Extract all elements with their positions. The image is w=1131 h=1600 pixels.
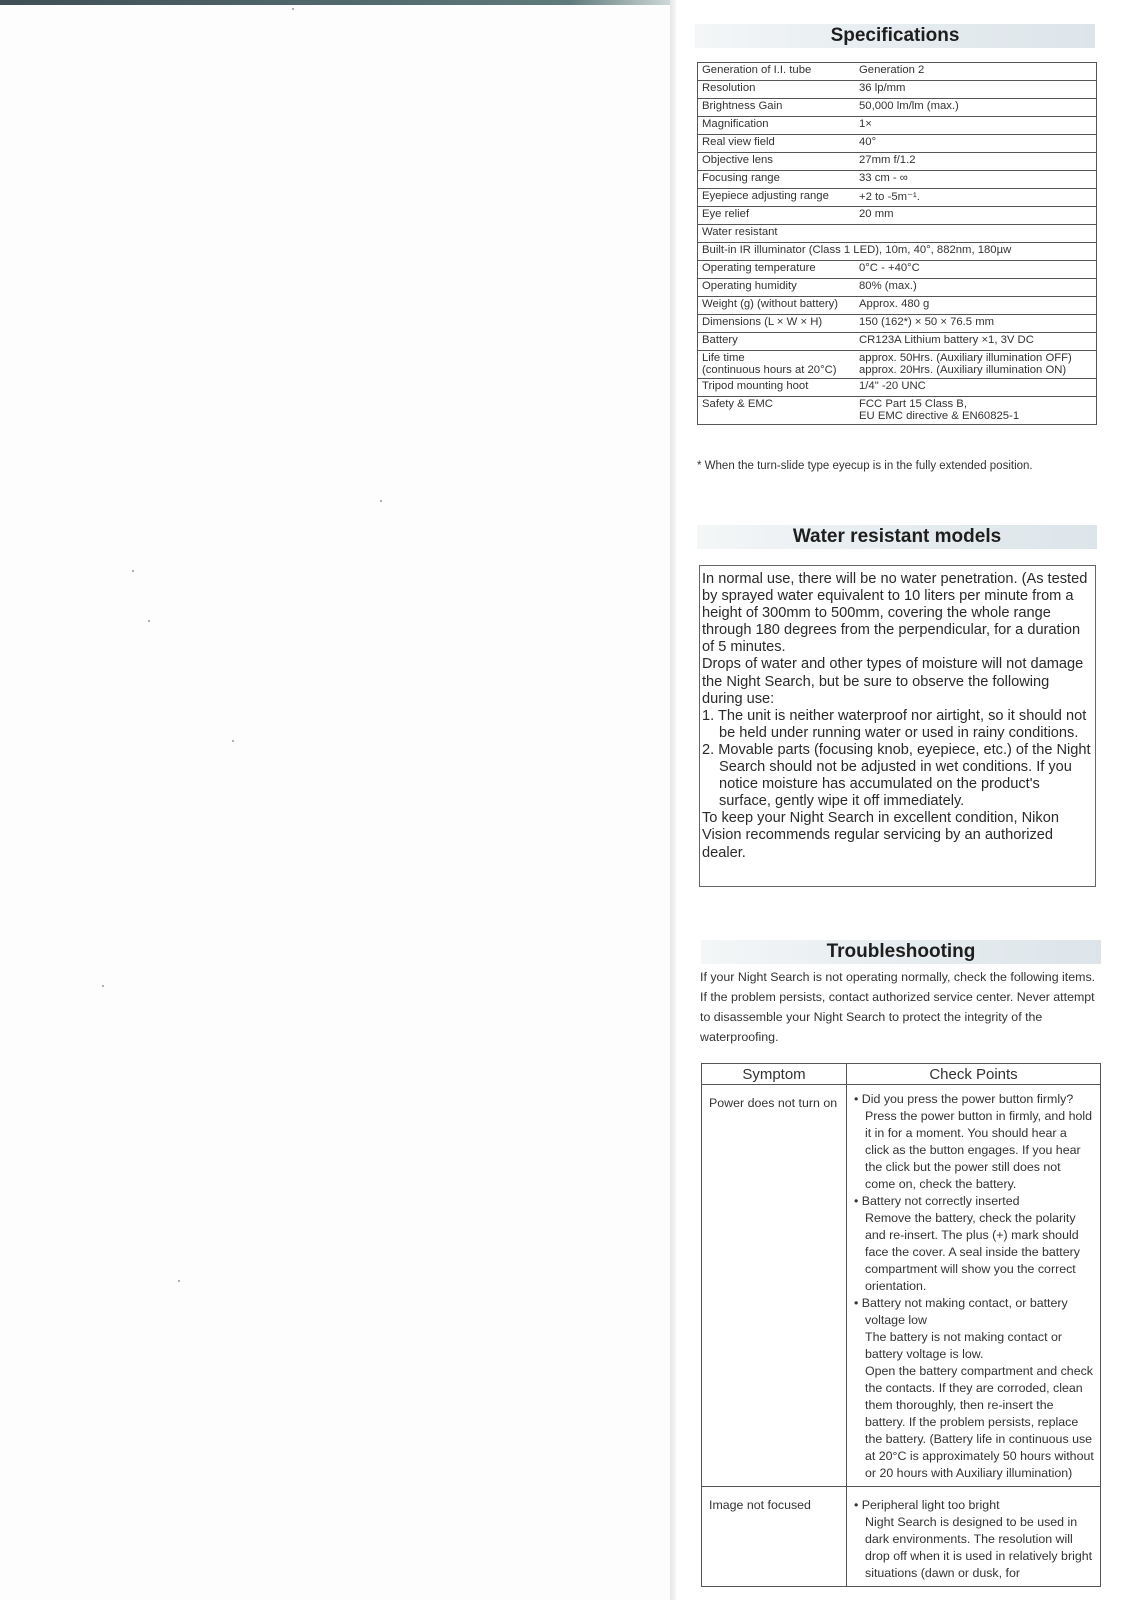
specifications-heading: Specifications xyxy=(695,24,1095,48)
spec-row xyxy=(698,171,1097,189)
spec-row xyxy=(698,279,1097,297)
table-row xyxy=(702,1085,1101,1487)
spec-label-line: Life time xyxy=(702,352,745,364)
spec-row xyxy=(698,63,1097,81)
spec-value: 0°C - +40°C xyxy=(855,261,1097,279)
check-detail: Remove the battery, check the polarity and re-insert. The plus (+) mark should face the cover. A seal inside the battery compartment will show you the correct orientation. xyxy=(865,1211,1080,1293)
spec-row xyxy=(698,207,1097,225)
scan-speck xyxy=(292,8,294,10)
spec-row xyxy=(698,243,1097,261)
spec-row xyxy=(698,351,1097,379)
spec-label: Real view field xyxy=(698,135,856,153)
spec-label: Eye relief xyxy=(698,207,856,225)
spec-value-line: FCC Part 15 Class B, xyxy=(859,398,967,410)
check-points-column-header: Check Points xyxy=(847,1064,1101,1085)
spec-value: 27mm f/1.2 xyxy=(855,153,1097,171)
spec-value xyxy=(855,397,1097,425)
spec-row xyxy=(698,315,1097,333)
scan-speck xyxy=(232,740,234,742)
spec-value: 150 (162*) × 50 × 76.5 mm xyxy=(855,315,1097,333)
spec-value: 33 cm - ∞ xyxy=(855,171,1097,189)
spec-label: Operating temperature xyxy=(698,261,856,279)
scan-speck xyxy=(132,570,134,572)
water-list-item: 2. Movable parts (focusing knob, eyepiece, etc.) of the Night Search should not be adjusted in wet conditions. If you notice moisture has accumulated on the product's surface, gently wipe it off immediately. xyxy=(702,741,1091,810)
spec-value: 36 lp/mm xyxy=(855,81,1097,99)
spec-value: Generation 2 xyxy=(855,63,1097,81)
spec-value-line: approx. 50Hrs. (Auxiliary illumination OFF) xyxy=(859,352,1072,364)
spec-row xyxy=(698,117,1097,135)
table-row xyxy=(702,1487,1101,1587)
spec-label: Operating humidity xyxy=(698,279,856,297)
spec-value: CR123A Lithium battery ×1, 3V DC xyxy=(855,333,1097,351)
check-bullet: • Peripheral light too bright xyxy=(854,1498,1000,1512)
spec-row xyxy=(698,99,1097,117)
water-paragraph: To keep your Night Search in excellent condition, Nikon Vision recommends regular servicing by an authorized dealer. xyxy=(702,810,1059,861)
spec-label: Tripod mounting hoot xyxy=(698,379,856,397)
spec-label: Water resistant xyxy=(698,225,856,243)
scan-speck xyxy=(178,1280,180,1282)
spec-row xyxy=(698,189,1097,207)
check-bullet: • Battery not making contact, or battery voltage low xyxy=(854,1296,1068,1327)
spec-full-line: Built-in IR illuminator (Class 1 LED), 10m, 40°, 882nm, 180µw xyxy=(698,243,1097,261)
spec-label: Weight (g) (without battery) xyxy=(698,297,856,315)
spec-row xyxy=(698,261,1097,279)
spec-row xyxy=(698,225,1097,243)
water-paragraph: Drops of water and other types of moisture will not damage the Night Search, but be sure to observe the following during use: xyxy=(702,656,1084,707)
spec-value: 40° xyxy=(855,135,1097,153)
spec-value: 20 mm xyxy=(855,207,1097,225)
water-resistant-heading: Water resistant models xyxy=(697,525,1097,549)
check-detail: The battery is not making contact or battery voltage is low. xyxy=(865,1330,1062,1361)
spec-value-line: approx. 20Hrs. (Auxiliary illumination ON) xyxy=(859,364,1067,376)
specifications-table xyxy=(697,62,1097,425)
scan-edge-bar xyxy=(0,0,670,5)
symptom-cell: Power does not turn on xyxy=(702,1085,847,1487)
symptom-column-header: Symptom xyxy=(702,1064,847,1085)
check-bullet: • Battery not correctly inserted xyxy=(854,1194,1020,1208)
water-resistant-notice xyxy=(699,565,1096,887)
spec-label: Objective lens xyxy=(698,153,856,171)
check-detail: Night Search is designed to be used in dark environments. The resolution will drop off when it is used in relatively bright situations (dawn or dusk, for xyxy=(865,1515,1093,1580)
spec-value xyxy=(855,351,1097,379)
check-detail: Press the power button in firmly, and hold it in for a moment. You should hear a click as the button engages. If you hear the click but the power still does not come on, check the battery. xyxy=(865,1109,1093,1191)
spec-value xyxy=(855,225,1097,243)
spec-value: 1/4" -20 UNC xyxy=(855,379,1097,397)
check-detail: Open the battery compartment and check the contacts. If they are corroded, clean them thoroughly, then re-insert the battery. If the problem persists, replace the battery. (Battery life in continuous use at 20°C is approximately 50 hours without or 20 hours with Auxiliary illumination) xyxy=(865,1364,1094,1480)
spec-label: Focusing range xyxy=(698,171,856,189)
spec-row xyxy=(698,297,1097,315)
scan-speck xyxy=(102,985,104,987)
spec-label-line: (continuous hours at 20°C) xyxy=(702,364,837,376)
spec-row xyxy=(698,153,1097,171)
spec-row xyxy=(698,81,1097,99)
check-points-cell xyxy=(847,1085,1101,1487)
spec-label: Brightness Gain xyxy=(698,99,856,117)
water-list-item: 1. The unit is neither waterproof nor airtight, so it should not be held under running water or used in rainy conditions. xyxy=(702,707,1087,741)
spec-label: Dimensions (L × W × H) xyxy=(698,315,856,333)
table-header-row xyxy=(702,1064,1101,1085)
spec-row xyxy=(698,397,1097,425)
spec-label: Safety & EMC xyxy=(698,397,856,425)
check-points-cell xyxy=(847,1487,1101,1587)
spec-label xyxy=(698,351,856,379)
spec-value: +2 to -5m⁻¹. xyxy=(855,189,1097,207)
symptom-cell: Image not focused xyxy=(702,1487,847,1587)
check-bullet: • Did you press the power button firmly? xyxy=(854,1092,1074,1106)
spec-label: Magnification xyxy=(698,117,856,135)
troubleshooting-intro: If your Night Search is not operating normally, check the following items. If the problem persists, contact authorized service center. Never attempt to disassemble your Night Search to protect the integrity of the waterproofing. xyxy=(700,970,1096,1044)
spec-label: Eyepiece adjusting range xyxy=(698,189,856,207)
spec-value: Approx. 480 g xyxy=(855,297,1097,315)
troubleshooting-table xyxy=(701,1063,1101,1587)
spec-label: Battery xyxy=(698,333,856,351)
spec-value: 80% (max.) xyxy=(855,279,1097,297)
spec-value: 1× xyxy=(855,117,1097,135)
spec-label: Resolution xyxy=(698,81,856,99)
scan-speck xyxy=(148,620,150,622)
spec-row xyxy=(698,135,1097,153)
scan-speck xyxy=(380,500,382,502)
specifications-footnote: * When the turn-slide type eyecup is in the fully extended position. xyxy=(697,460,1033,472)
spec-value: 50,000 lm/lm (max.) xyxy=(855,99,1097,117)
spec-label: Generation of I.I. tube xyxy=(698,63,856,81)
spec-row xyxy=(698,333,1097,351)
spec-value-line: EU EMC directive & EN60825-1 xyxy=(859,410,1020,422)
spec-row xyxy=(698,379,1097,397)
troubleshooting-heading: Troubleshooting xyxy=(701,940,1101,964)
water-paragraph: In normal use, there will be no water penetration. (As tested by sprayed water equivalent to 10 liters per minute from a height of 300mm to 500mm, covering the whole range through 180 degrees from the perpendicular, for a duration of 5 minutes. xyxy=(702,571,1088,656)
